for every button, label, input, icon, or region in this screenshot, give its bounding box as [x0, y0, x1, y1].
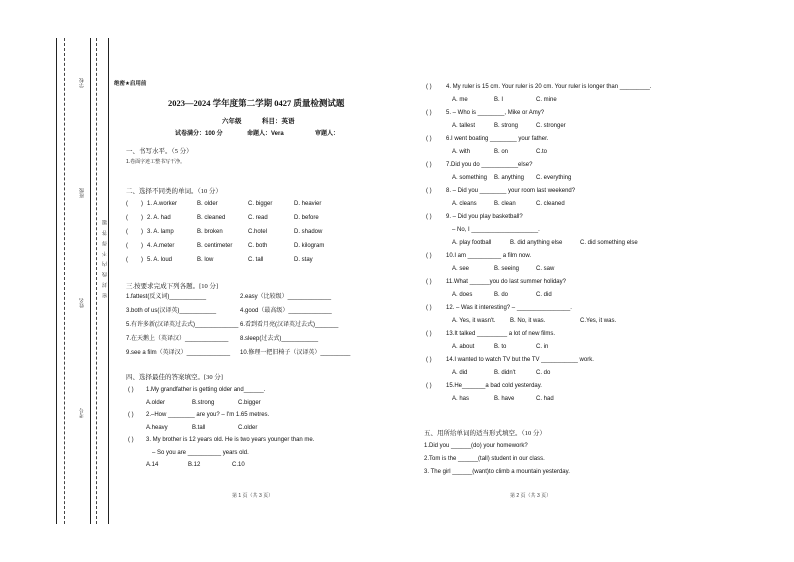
answer-paren-open[interactable]: ( — [126, 215, 128, 221]
grade-label: 六年级 — [222, 118, 242, 125]
binder-label-name: 姓名 — [79, 298, 85, 308]
binder-line — [90, 38, 91, 524]
option-b: B. I — [494, 97, 504, 103]
question-text: 13.It talked _________ a lot of new films. — [446, 331, 556, 337]
binder-strip — [50, 38, 110, 524]
answer-paren-close[interactable]: ) — [141, 229, 143, 235]
transform-item: 9.see a film（英译汉）_____________ — [126, 350, 231, 356]
option-c: C. did something else — [580, 240, 638, 246]
transform-item: 3.both of us(汉译英)___________ — [126, 308, 217, 314]
binder-line — [108, 38, 109, 524]
option-b: B. to — [494, 344, 507, 350]
option-b: B. broken — [197, 229, 223, 235]
subject-label: 科目：英语 — [262, 118, 295, 125]
transform-item: 2.easy（比较级）_____________ — [240, 294, 332, 300]
option-b: B. low — [197, 257, 214, 263]
question-text: 14.I wanted to watch TV but the TV ___________ work. — [446, 357, 594, 363]
question-text: 9. – Did you play basketball? — [446, 214, 523, 220]
answer-paren[interactable]: ( ) — [426, 136, 432, 142]
transform-item: 7.在天鹅上（英译汉）_____________ — [126, 336, 229, 342]
option-a: A. does — [452, 292, 473, 298]
option-b: B. clean — [494, 201, 516, 207]
section3-heading: 三.按要求完成下列各题。[10 分] — [126, 283, 219, 290]
answer-paren-close[interactable]: ) — [141, 215, 143, 221]
answer-paren-open[interactable]: ( — [126, 229, 128, 235]
section1-heading: 一、书写水平。（5 分） — [126, 148, 193, 155]
option-c: C. mine — [536, 97, 557, 103]
option-c: C. both — [248, 243, 268, 249]
answer-paren[interactable]: ( ) — [426, 357, 432, 363]
meta-author: 命题人：Vera — [247, 131, 284, 137]
option-b: B. on — [494, 149, 509, 155]
option-b: B. seeing — [494, 266, 520, 272]
option-c: C. read — [248, 215, 268, 221]
transform-item: 8.sleep(过去式)___________ — [240, 336, 319, 342]
question-text: 6.I went boating ________ your father. — [446, 136, 549, 142]
option-a: A. play football — [452, 240, 492, 246]
option-c: C.to — [536, 149, 548, 155]
transform-item: 10.修理一把旧椅子（汉译英）_________ — [240, 350, 351, 356]
option-b: B. older — [197, 201, 218, 207]
option-c: C.hotel — [248, 229, 268, 235]
question-text: 7.Did you do ___________else? — [446, 162, 533, 168]
question-text: 5. – Who is ________, Mike or Amy? — [446, 110, 545, 116]
option-c: C. cleaned — [536, 201, 565, 207]
section5-heading: 五、用所给单词的适当形式填空。（10 分） — [424, 430, 546, 437]
option-a: A. see — [452, 266, 470, 272]
option-c: C. bigger — [248, 201, 273, 207]
answer-paren[interactable]: ( ) — [426, 162, 432, 168]
option-b: B. did anything else — [510, 240, 563, 246]
option-b: B. didn't — [494, 370, 516, 376]
option-b: B. have — [494, 396, 515, 402]
meta-reviewer: 审题人： — [315, 131, 340, 137]
question-text: 12. – Was it interesting? – ________________. — [446, 305, 572, 311]
transform-item: 5.有许多新(汉译英过去式)_____________ — [126, 322, 239, 328]
option-c: C. tall — [248, 257, 264, 263]
answer-paren[interactable]: ( ) — [128, 437, 134, 443]
question-text: 2.–How ________ are you? – I'm 1.65 metres. — [146, 412, 270, 418]
option-b: B. cleaned — [197, 215, 226, 221]
answer-paren[interactable]: ( ) — [128, 412, 134, 418]
option-c: C.bigger — [238, 400, 261, 406]
question-text: 15.He_______a bad cold yesterday. — [446, 383, 542, 389]
option-c: C. saw — [536, 266, 555, 272]
option-a: A. did — [452, 370, 468, 376]
meta-score: 试卷满分：100 分 — [175, 131, 223, 137]
answer-paren-close[interactable]: ) — [141, 243, 143, 249]
option-c: C.older — [238, 425, 258, 431]
option-d: D. kilogram — [294, 243, 325, 249]
answer-paren[interactable]: ( ) — [426, 305, 432, 311]
option-a: A.14 — [146, 462, 159, 468]
option-a: 4. A.meter — [147, 243, 175, 249]
transform-item: 1.fattest(反义词)___________ — [126, 294, 207, 300]
option-a: 2. A. had — [147, 215, 171, 221]
option-a: A.heavy — [146, 425, 168, 431]
section1-note: 1.卷面字迹工整书写干净。 — [126, 159, 186, 165]
option-b: B. do — [494, 292, 509, 298]
cut-line — [64, 38, 65, 524]
answer-paren[interactable]: ( ) — [426, 214, 432, 220]
binder-label-class: 班级 — [79, 188, 85, 198]
option-a: A. cleans — [452, 201, 477, 207]
transform-item: 4.good（最高级）_____________ — [240, 308, 332, 314]
option-d: D. shadow — [294, 229, 323, 235]
page-footer-right: 第 2 页（共 3 页） — [510, 493, 552, 499]
question-text: 1.My grandfather is getting older and______. — [146, 387, 266, 393]
answer-paren[interactable]: ( ) — [426, 383, 432, 389]
option-b: B.strong — [192, 400, 215, 406]
answer-paren[interactable]: ( ) — [128, 387, 134, 393]
option-a: A. has — [452, 396, 470, 402]
answer-paren[interactable]: ( ) — [426, 331, 432, 337]
answer-paren-close[interactable]: ) — [141, 201, 143, 207]
answer-paren[interactable]: ( ) — [426, 279, 432, 285]
answer-paren[interactable]: ( ) — [426, 188, 432, 194]
option-c: C. do — [536, 370, 551, 376]
option-a: 3. A. lamp — [147, 229, 174, 235]
seal-text: 密 封 线 内 不 得 答 题 — [102, 218, 108, 298]
confidential-stamp: 绝密★启用前 — [114, 81, 147, 87]
option-a: A. Yes, it wasn't. — [452, 318, 496, 324]
option-a: 1. A.worker — [147, 201, 178, 207]
option-c: C. in — [536, 344, 549, 350]
option-c: C.10 — [232, 462, 245, 468]
answer-paren-open[interactable]: ( — [126, 257, 128, 263]
option-d: D. before — [294, 215, 319, 221]
option-a: A. me — [452, 97, 468, 103]
option-a: A. tallest — [452, 123, 476, 129]
answer-paren[interactable]: ( ) — [426, 253, 432, 259]
option-a: A.older — [146, 400, 166, 406]
fill-item: 2.Tom is the ______(tall) student in our class. — [424, 456, 545, 462]
binder-line — [56, 38, 57, 524]
question-text: 11.What ______you do last summer holiday? — [446, 279, 566, 285]
section4-heading: 四、选择最佳的答案填空。[30 分] — [126, 374, 223, 381]
question-subtext: – No, I ____________________. — [452, 227, 540, 233]
question-text: 3. My brother is 12 years old. He is two years younger than me. — [146, 437, 315, 443]
question-text: 8. – Did you ________ your room last weekend? — [446, 188, 576, 194]
option-a: 5. A. loud — [147, 257, 173, 263]
option-c: C. stronger — [536, 123, 566, 129]
binder-label-school: 学校 — [79, 78, 85, 88]
section2-heading: 二、选择不同类的单词。（10 分） — [126, 188, 222, 195]
option-a: A. something — [452, 175, 488, 181]
question-text: 10.I am __________ a film now. — [446, 253, 532, 259]
option-b: B. strong — [494, 123, 519, 129]
question-text: 4. My ruler is 15 cm. Your ruler is 20 cm. Your ruler is longer than _________. — [446, 84, 652, 90]
answer-paren[interactable]: ( ) — [426, 84, 432, 90]
page-title: 2023—2024 学年度第二学期 0427 质量检测试题 — [168, 98, 345, 108]
option-a: A. with — [452, 149, 471, 155]
option-b: B. No, it was. — [510, 318, 546, 324]
answer-paren-open[interactable]: ( — [126, 201, 128, 207]
option-b: B. anything — [494, 175, 525, 181]
option-c: C. did — [536, 292, 552, 298]
cut-line — [96, 38, 97, 524]
option-b: B.tall — [192, 425, 206, 431]
page-footer-left: 第 1 页（共 3 页） — [232, 493, 274, 499]
fill-item: 3. The girl ______(want)to climb a mountain yesterday. — [424, 469, 570, 475]
answer-paren-open[interactable]: ( — [126, 243, 128, 249]
binder-label-number: 考号 — [79, 408, 85, 418]
option-b: B.12 — [188, 462, 201, 468]
transform-item: 6.看到看月亮(汉译英过去式)_______ — [240, 322, 339, 328]
option-d: D. heavier — [294, 201, 322, 207]
question-subtext: – So you are __________ years old. — [152, 450, 249, 456]
answer-paren-close[interactable]: ) — [141, 257, 143, 263]
fill-item: 1.Did you ______(do) your homework? — [424, 443, 528, 449]
option-b: B. centimeter — [197, 243, 233, 249]
answer-paren[interactable]: ( ) — [426, 110, 432, 116]
option-a: A. about — [452, 344, 475, 350]
option-c: C. everything — [536, 175, 572, 181]
option-c: C. had — [536, 396, 554, 402]
option-c: C.Yes, it was. — [580, 318, 617, 324]
option-d: D. stay — [294, 257, 313, 263]
